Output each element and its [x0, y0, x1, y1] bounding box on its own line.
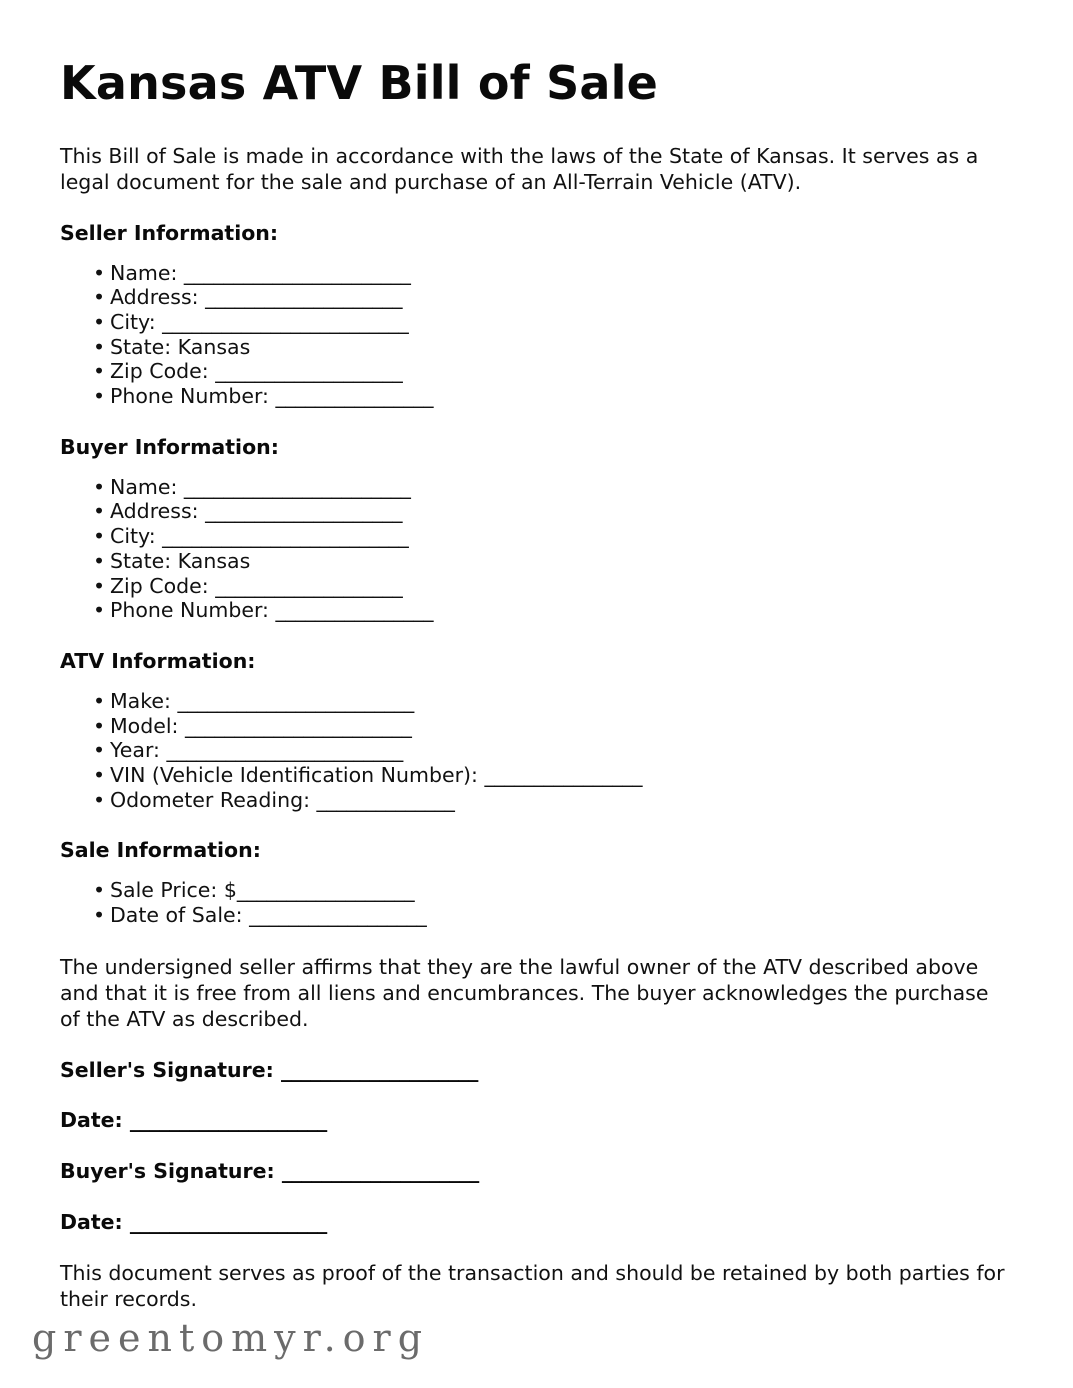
sale-information-fields	[60, 878, 1013, 927]
field-label: City:	[110, 524, 163, 549]
field-seller-address	[60, 285, 1013, 310]
field-blank-line[interactable]: __________________	[249, 903, 427, 928]
signature-label: Date:	[60, 1108, 130, 1133]
seller-signature-line	[60, 1058, 1013, 1083]
field-seller-name	[60, 261, 1013, 286]
atv-information-fields	[60, 689, 1013, 812]
field-blank-line[interactable]: _______________________	[183, 474, 411, 499]
field-blank-line[interactable]: ________________	[275, 384, 434, 409]
field-sale-price	[60, 878, 1013, 903]
field-label: Zip Code:	[110, 359, 216, 384]
field-blank-line[interactable]: __________________	[236, 878, 415, 903]
intro-paragraph: This Bill of Sale is made in accordance with the laws of the State of Kansas. It serves as a legal document for the sale and purchase of an All-Terrain Vehicle (ATV).	[60, 143, 979, 194]
field-seller-city	[60, 310, 1013, 335]
field-blank-line[interactable]: ________________________	[177, 688, 414, 713]
field-blank-line[interactable]: ____________________	[205, 285, 403, 310]
field-blank-line[interactable]: _________________________	[162, 524, 409, 549]
field-label: Address:	[110, 499, 206, 524]
field-blank-line[interactable]: ___________________	[215, 359, 403, 384]
field-buyer-address	[60, 499, 1013, 524]
field-blank-line[interactable]: ______________	[316, 787, 455, 812]
field-label: Date of Sale:	[110, 903, 250, 928]
field-label: Phone Number:	[110, 384, 276, 409]
field-label: State: Kansas	[110, 334, 251, 359]
buyer-information-fields	[60, 475, 1013, 623]
field-seller-state	[60, 335, 1013, 360]
seller-information-heading: Seller Information:	[60, 220, 279, 245]
field-label: Model:	[110, 713, 185, 738]
field-buyer-name	[60, 475, 1013, 500]
field-blank-line[interactable]: _________________________	[162, 310, 409, 335]
field-blank-line[interactable]: _______________________	[184, 713, 412, 738]
field-blank-line[interactable]: ___________________	[215, 573, 403, 598]
field-atv-year	[60, 738, 1013, 763]
field-blank-line[interactable]: _______________________	[183, 260, 411, 285]
field-label: Name:	[110, 474, 184, 499]
field-label: Make:	[110, 688, 178, 713]
sale-information-heading: Sale Information:	[60, 838, 261, 863]
field-seller-zip-code	[60, 359, 1013, 384]
signature-blank-line[interactable]: ____________________	[129, 1209, 327, 1234]
seller-information-fields	[60, 261, 1013, 409]
field-label: Year:	[110, 738, 167, 763]
field-label: Odometer Reading:	[110, 787, 317, 812]
field-label: Phone Number:	[110, 598, 276, 623]
field-label: Address:	[110, 285, 206, 310]
field-buyer-state	[60, 549, 1013, 574]
signature-blank-line[interactable]: ____________________	[281, 1057, 479, 1082]
field-label: State: Kansas	[110, 548, 251, 573]
field-date-of-sale	[60, 903, 1013, 928]
signature-blank-line[interactable]: ____________________	[281, 1159, 479, 1183]
field-blank-line[interactable]: ________________	[484, 762, 643, 787]
field-atv-odometer-reading	[60, 788, 1013, 813]
page-title: Kansas ATV Bill of Sale	[60, 56, 659, 110]
seller-date-line	[60, 1108, 1013, 1133]
field-buyer-phone-number	[60, 598, 1013, 623]
signature-block	[60, 1058, 1013, 1234]
site-watermark: greentomyr.org	[32, 1316, 430, 1360]
field-buyer-city	[60, 524, 1013, 549]
field-blank-line[interactable]: ________________	[275, 598, 434, 623]
field-label: Name:	[110, 260, 184, 285]
field-atv-model	[60, 714, 1013, 739]
signature-label: Buyer's Signature:	[60, 1159, 282, 1183]
field-buyer-zip-code	[60, 574, 1013, 599]
buyer-information-heading: Buyer Information:	[60, 434, 279, 459]
field-label: Zip Code:	[110, 573, 216, 598]
buyer-date-line	[60, 1210, 1013, 1235]
field-label: Sale Price: $	[110, 878, 237, 903]
field-blank-line[interactable]: ________________________	[166, 738, 403, 763]
signature-label: Seller's Signature:	[60, 1057, 281, 1082]
field-atv-vin	[60, 763, 1013, 788]
affirmation-paragraph: The undersigned seller affirms that they are the lawful owner of the ATV described above and that it is free from all liens and encumbrances. The buyer acknowledges the purchase of the ATV as described.	[60, 954, 989, 1031]
field-label: City:	[110, 310, 163, 335]
field-label: VIN (Vehicle Identification Number):	[110, 762, 485, 787]
closing-paragraph: This document serves as proof of the transaction and should be retained by both parties for their records.	[60, 1261, 1005, 1312]
field-blank-line[interactable]: ____________________	[205, 499, 403, 524]
atv-information-heading: ATV Information:	[60, 648, 256, 673]
buyer-signature-line	[60, 1159, 1013, 1184]
field-seller-phone-number	[60, 384, 1013, 409]
field-atv-make	[60, 689, 1013, 714]
signature-blank-line[interactable]: ____________________	[129, 1108, 327, 1133]
signature-label: Date:	[60, 1209, 130, 1234]
